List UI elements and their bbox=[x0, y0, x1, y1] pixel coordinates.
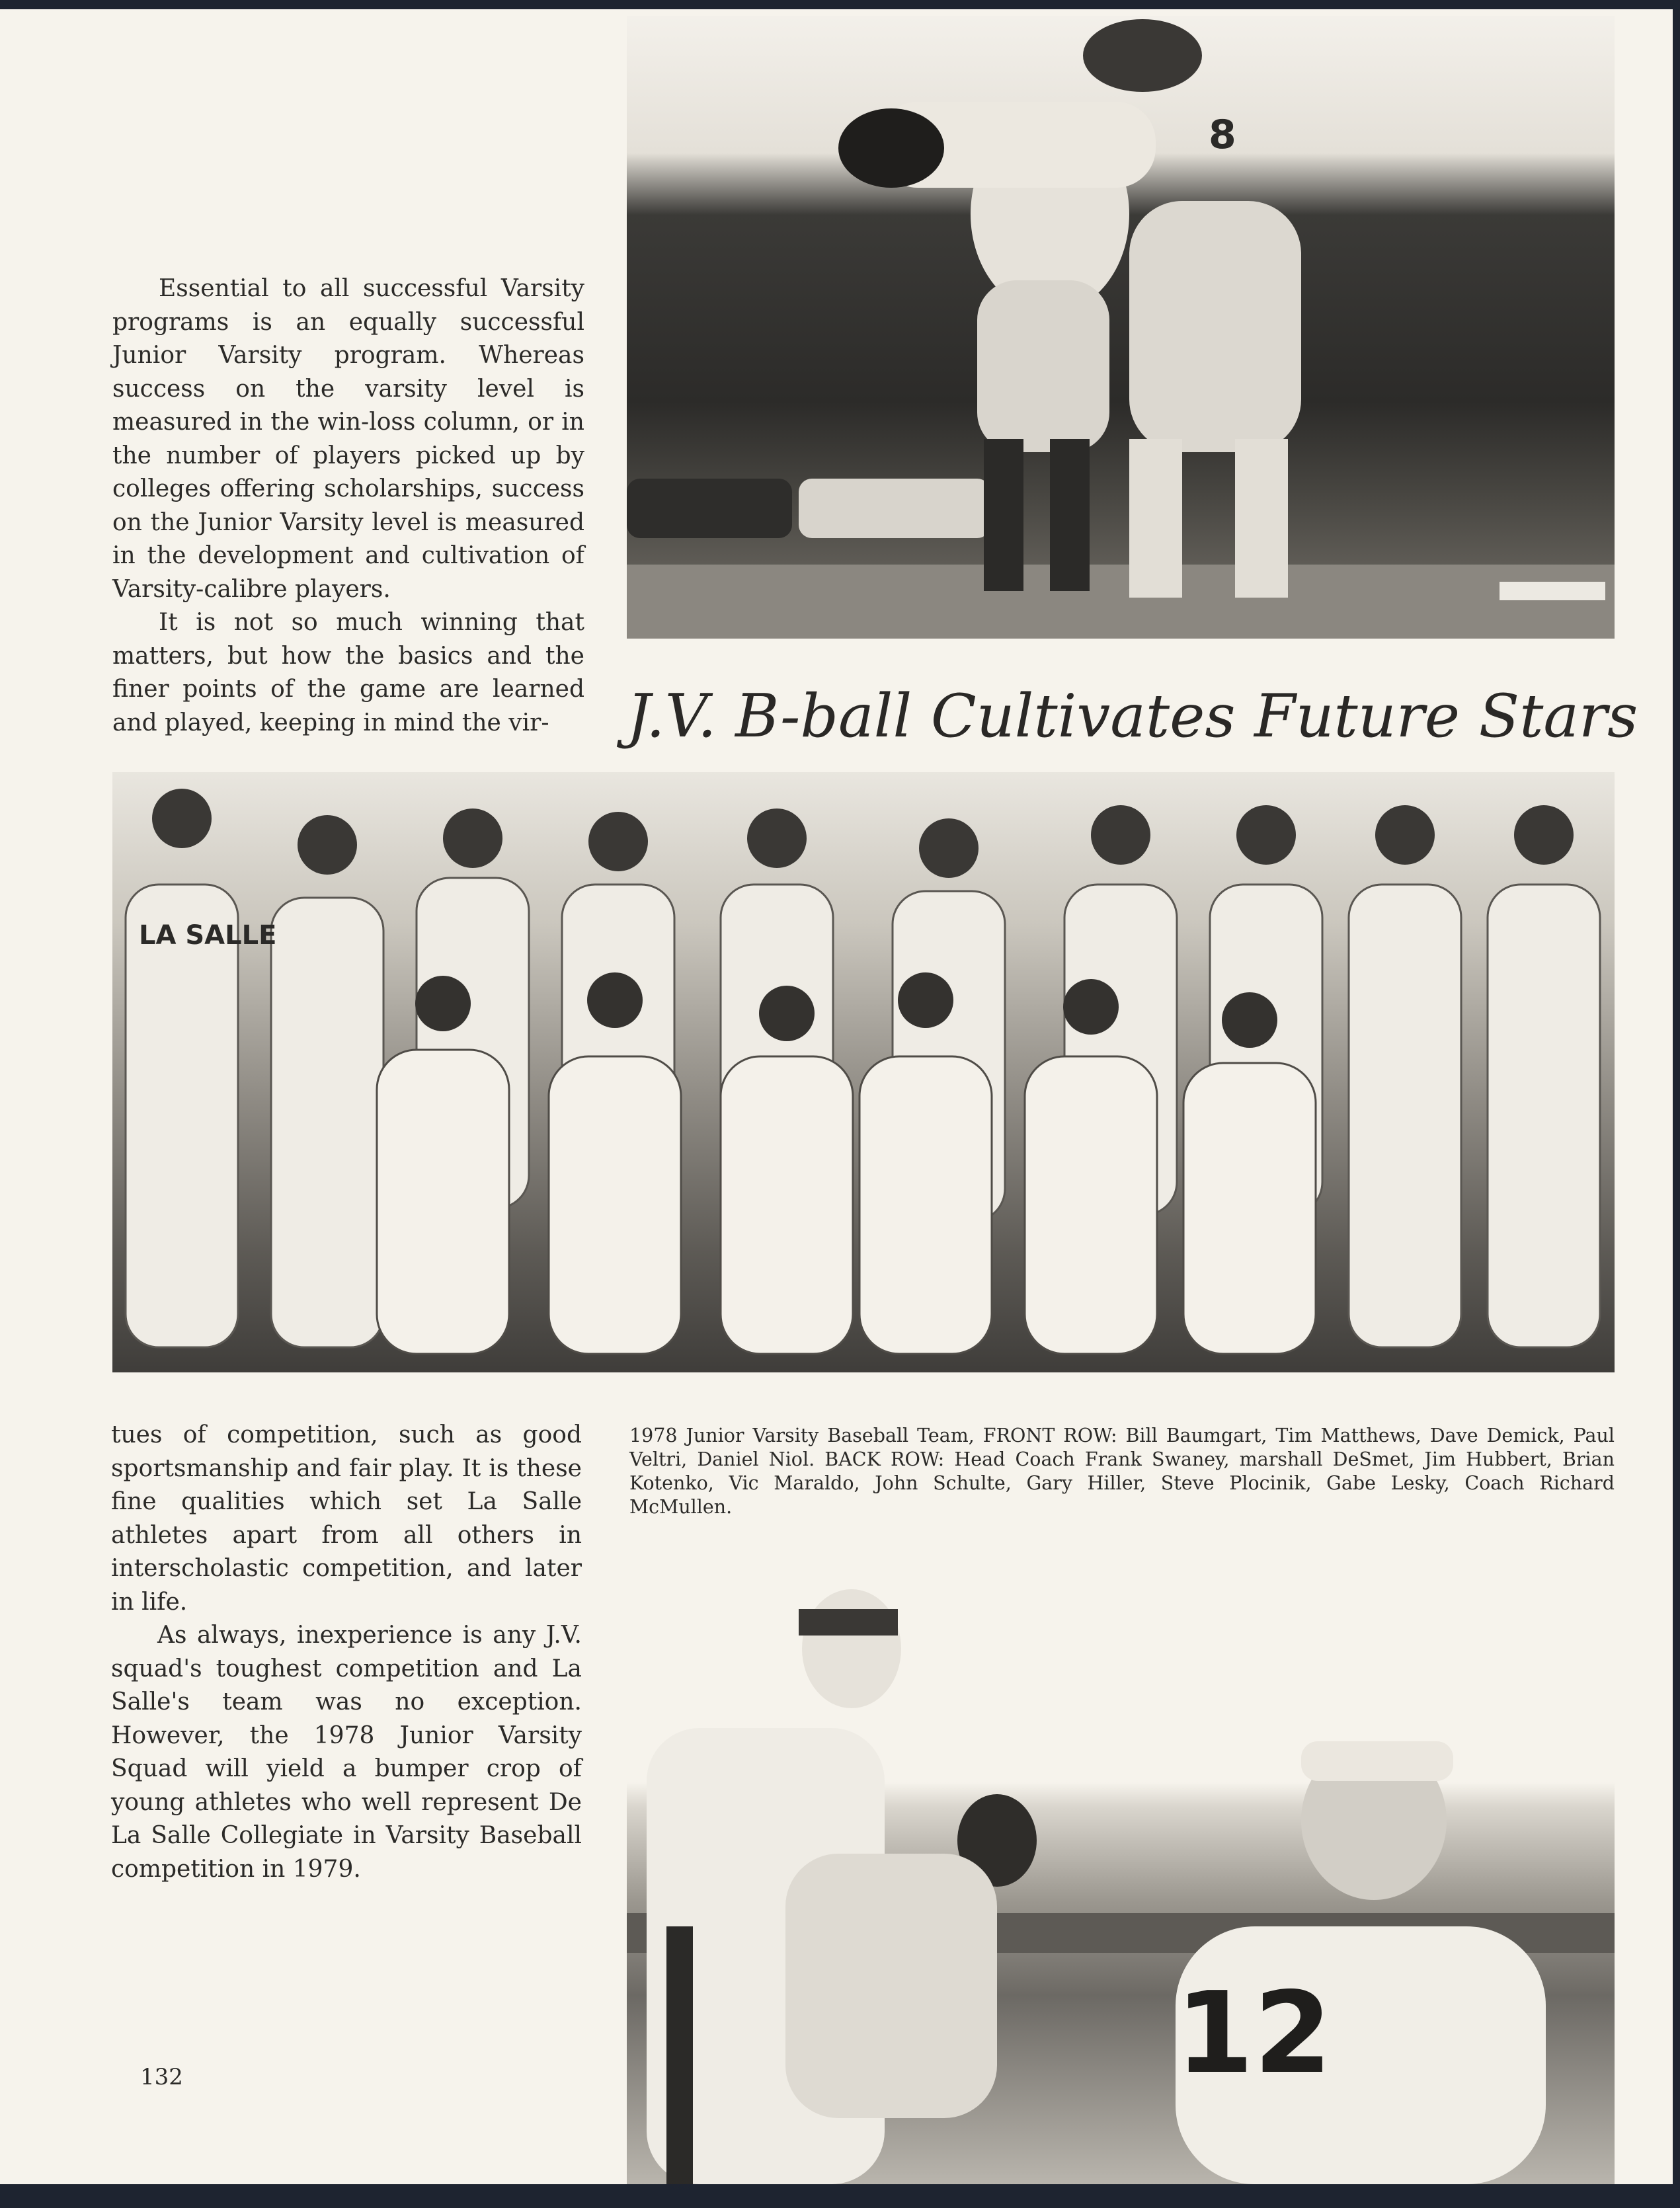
team-group-photo bbox=[112, 772, 1615, 1372]
intro-paragraph-2: It is not so much winning that matters, but how the basics and the finer points of the game are learned and played, keeping in mind the vir- bbox=[112, 609, 584, 736]
jersey-text: LA SALLE bbox=[139, 920, 277, 951]
first-base-play-illustration bbox=[627, 16, 1615, 639]
jersey-number-text: 8 bbox=[1209, 112, 1236, 158]
continued-paragraph-1: tues of competition, such as good sportsmanship and fair play. It is these fine qualities which set La Salle athletes apart from all others in interscholastic competition, and later in life. bbox=[111, 1421, 582, 1616]
bottom-coach-photo bbox=[627, 1556, 1615, 2184]
intro-paragraph-1: Essential to all successful Varsity programs is an equally successful Junior Varsity program. Whereas success on the varsity level is measured in the win-loss column, or in the number of players picked up by colleges offering scholarships, success on the Junior Varsity level is measured in the development and cultivation of Varsity-calibre players. bbox=[112, 275, 584, 603]
continued-text-column bbox=[111, 1419, 582, 1886]
continued-paragraph-2: As always, inexperience is any J.V. squad's toughest competition and La Salle's team was no exception. However, the 1978 Junior Varsity Squad will yield a bumper crop of young athletes who well represent De La Salle Collegiate in Varsity Baseball competition in 1979. bbox=[111, 1622, 582, 1883]
team-photo-caption: 1978 Junior Varsity Baseball Team, FRONT ROW: Bill Baumgart, Tim Matthews, Dave Demick, Paul Veltri, Daniel Niol. BACK ROW: Head Coach Frank Swaney, marshall DeSmet, Jim Hubbert, Brian Kotenko, Vic Maraldo, John Schulte, Gary Hiller, Steve Plocinik, Gabe Lesky, Coach Richard McMullen. bbox=[629, 1425, 1615, 1518]
yearbook-page bbox=[0, 9, 1673, 2184]
top-action-photo bbox=[627, 16, 1615, 639]
jersey-number-12: 12 bbox=[1176, 1968, 1332, 2099]
coach-players-illustration bbox=[627, 1556, 1615, 2184]
page-headline: J.V. B-ball Cultivates Future Stars bbox=[627, 682, 1638, 751]
page-number: 132 bbox=[140, 2064, 183, 2090]
intro-text-column bbox=[112, 272, 584, 740]
team-players-illustration bbox=[112, 772, 1615, 1372]
